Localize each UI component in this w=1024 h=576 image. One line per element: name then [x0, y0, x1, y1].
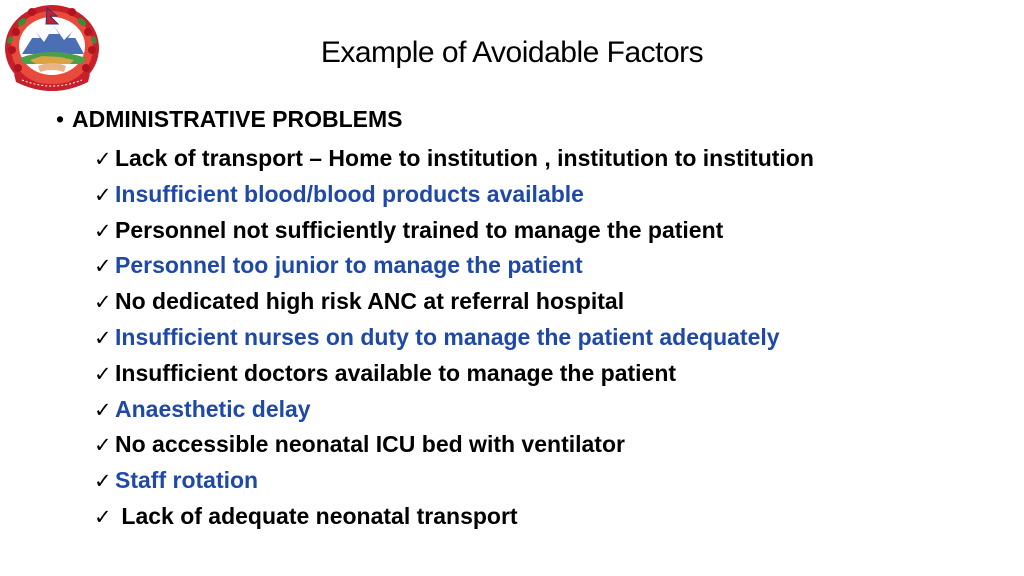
- list-item-text: Insufficient blood/blood products available: [115, 180, 584, 207]
- check-icon: ✓: [94, 255, 112, 279]
- bullet-icon: •: [56, 106, 65, 132]
- checklist: [94, 141, 814, 535]
- list-item-text: Personnel not sufficiently trained to manage the patient: [115, 216, 724, 243]
- check-icon: ✓: [94, 434, 112, 458]
- list-item-text: Anaesthetic delay: [115, 395, 311, 422]
- list-item-text: Insufficient nurses on duty to manage the patient adequately: [115, 323, 780, 350]
- check-icon: ✓: [94, 219, 112, 243]
- section-heading-text: ADMINISTRATIVE PROBLEMS: [72, 106, 403, 132]
- list-item: [94, 499, 814, 535]
- check-icon: ✓: [94, 326, 112, 350]
- check-icon: ✓: [94, 362, 112, 386]
- section-heading: [56, 106, 403, 133]
- check-icon: ✓: [94, 470, 112, 494]
- list-item: [94, 141, 814, 177]
- list-item: [94, 284, 814, 320]
- list-item: [94, 177, 814, 213]
- check-icon: ✓: [94, 183, 112, 207]
- list-item: [94, 320, 814, 356]
- list-item: [94, 427, 814, 463]
- list-item-text: Lack of transport – Home to institution , institution to institution: [115, 145, 814, 171]
- list-item: [94, 392, 814, 428]
- list-item-text: Lack of adequate neonatal transport: [115, 502, 518, 529]
- list-item: [94, 213, 814, 249]
- check-icon: ✓: [94, 148, 112, 171]
- list-item: [94, 356, 814, 392]
- list-item: [94, 248, 814, 284]
- page-title: Example of Avoidable Factors: [320, 36, 704, 69]
- list-item-text: Personnel too junior to manage the patient: [115, 252, 583, 279]
- list-item-text: No accessible neonatal ICU bed with ventilator: [115, 431, 625, 458]
- list-item-text: No dedicated high risk ANC at referral hospital: [115, 288, 625, 315]
- list-item: [94, 463, 814, 499]
- list-item-text: Staff rotation: [115, 467, 259, 494]
- check-icon: ✓: [94, 505, 112, 529]
- list-item-text: Insufficient doctors available to manage the patient: [115, 359, 677, 386]
- check-icon: ✓: [94, 398, 112, 422]
- check-icon: ✓: [94, 291, 112, 315]
